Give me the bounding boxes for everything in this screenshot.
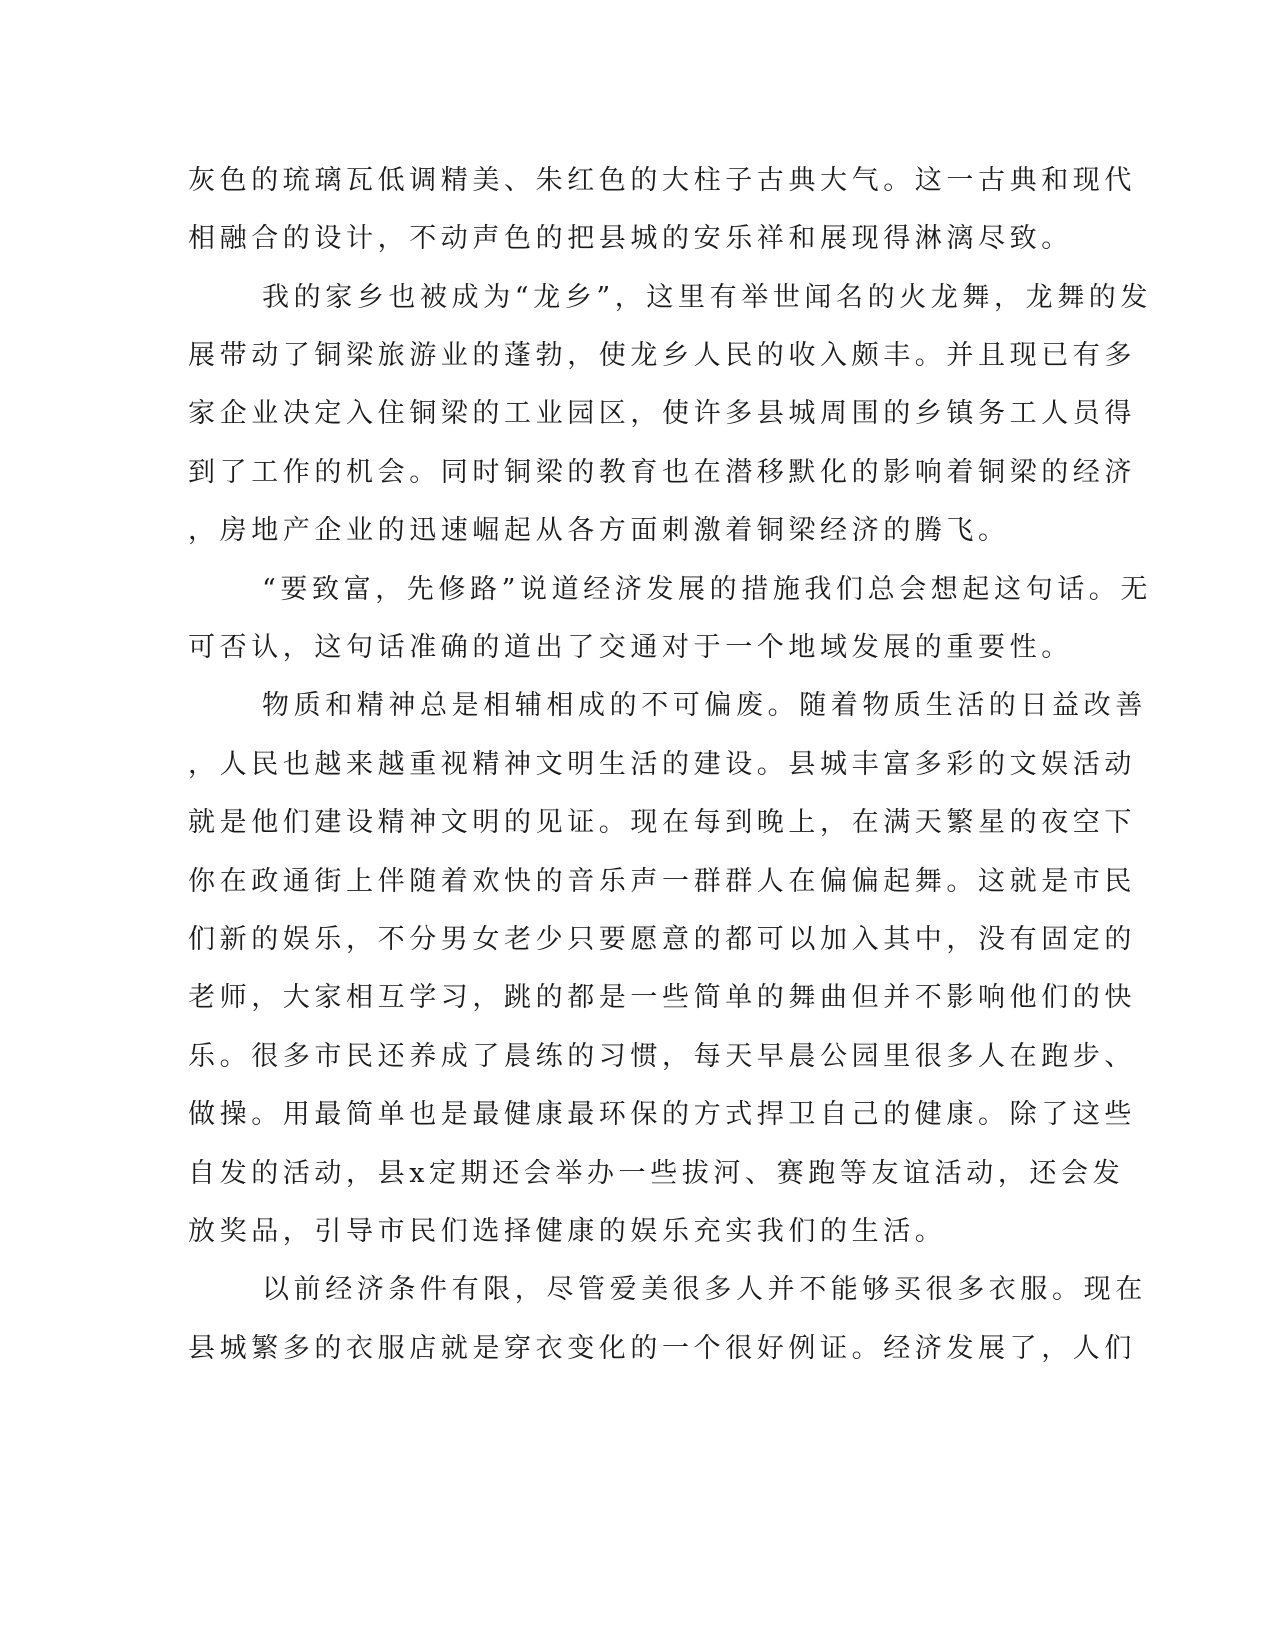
text-line: 可否认，这句话准确的道出了交通对于一个地域发展的重要性。 xyxy=(188,632,1073,663)
text-line: ，房地产企业的迅速崛起从各方面刺激着铜梁经济的腾飞。 xyxy=(188,515,1010,546)
text-line: 们新的娱乐，不分男女老少只要愿意的都可以加入其中，没有固定的 xyxy=(188,924,1136,955)
text-line: 自发的活动，县x定期还会举办一些拔河、赛跑等友谊活动，还会发 xyxy=(188,1158,1125,1189)
text-line: 县城繁多的衣服店就是穿衣变化的一个很好例证。经济发展了，人们 xyxy=(188,1333,1136,1364)
paragraph-first-line: 我的家乡也被成为“龙乡”，这里有举世闻名的火龙舞，龙舞的发 xyxy=(262,282,1153,313)
text-line: ，人民也越来越重视精神文明生活的建设。县城丰富多彩的文娱活动 xyxy=(188,749,1136,780)
text-line: 就是他们建设精神文明的见证。现在每到晚上，在满天繁星的夜空下 xyxy=(188,807,1136,838)
text-line: 到了工作的机会。同时铜梁的教育也在潜移默化的影响着铜梁的经济 xyxy=(188,457,1136,488)
text-line: 家企业决定入住铜梁的工业园区，使许多县城周围的乡镇务工人员得 xyxy=(188,398,1136,429)
text-line: 展带动了铜梁旅游业的蓬勃，使龙乡人民的收入颇丰。并且现已有多 xyxy=(188,340,1136,371)
text-line: 做操。用最简单也是最健康最环保的方式捍卫自己的健康。除了这些 xyxy=(188,1099,1136,1130)
text-line: 灰色的琉璃瓦低调精美、朱红色的大柱子古典大气。这一古典和现代 xyxy=(188,165,1136,196)
paragraph-first-line: 物质和精神总是相辅相成的不可偏废。随着物质生活的日益改善 xyxy=(262,690,1147,721)
text-line: 放奖品，引导市民们选择健康的娱乐充实我们的生活。 xyxy=(188,1216,947,1247)
paragraph-first-line: “要致富，先修路”说道经济发展的措施我们总会想起这句话。无 xyxy=(262,574,1153,605)
text-line: 相融合的设计，不动声色的把县城的安乐祥和展现得淋漓尽致。 xyxy=(188,223,1073,254)
text-line: 老师，大家相互学习，跳的都是一些简单的舞曲但并不影响他们的快 xyxy=(188,982,1136,1013)
text-line: 乐。很多市民还养成了晨练的习惯，每天早晨公园里很多人在跑步、 xyxy=(188,1041,1136,1072)
paragraph-first-line: 以前经济条件有限，尽管爱美很多人并不能够买很多衣服。现在 xyxy=(262,1274,1147,1305)
text-line: 你在政通街上伴随着欢快的音乐声一群群人在偏偏起舞。这就是市民 xyxy=(188,866,1136,897)
